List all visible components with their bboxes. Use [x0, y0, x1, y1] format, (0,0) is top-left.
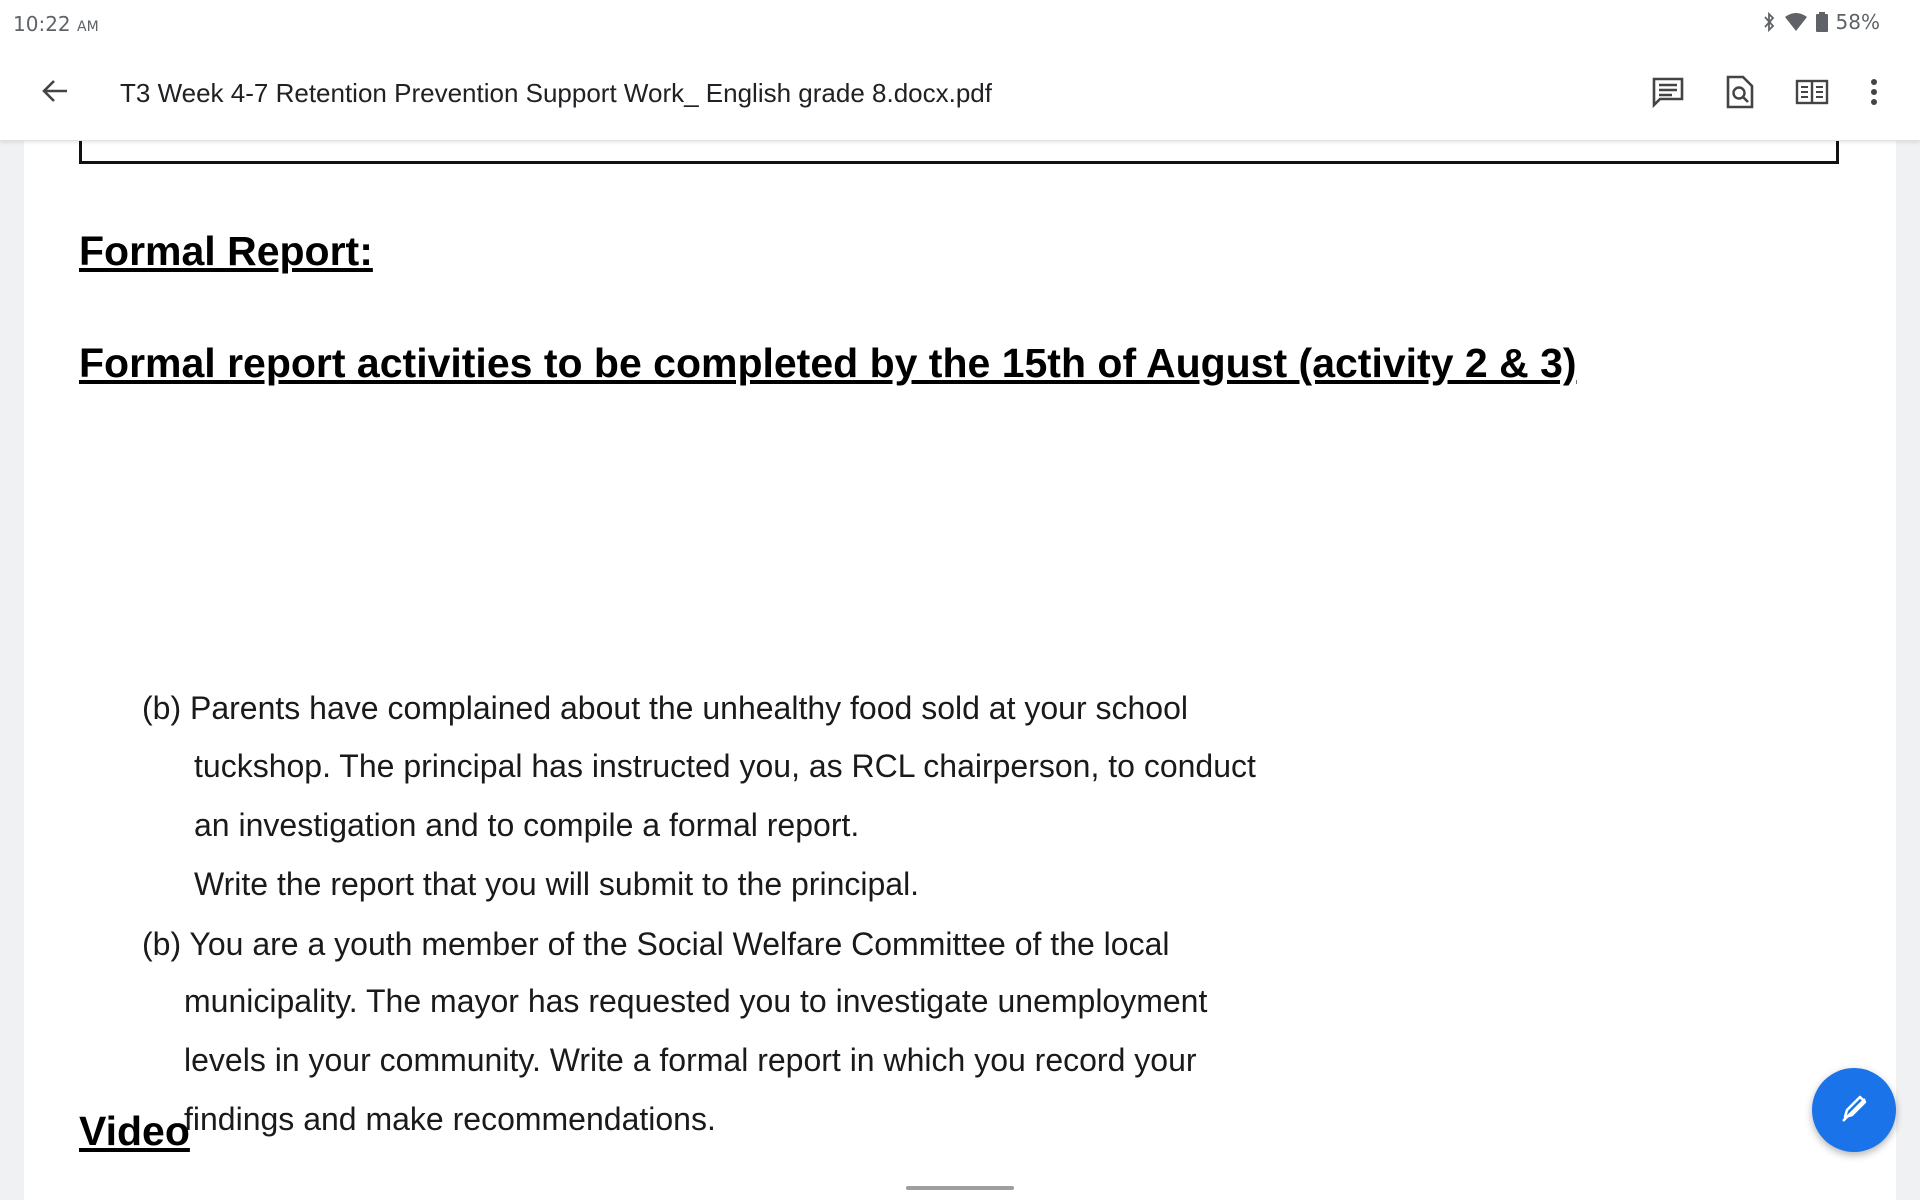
search-document-icon: [1725, 75, 1755, 114]
item2-line: municipality. The mayor has requested you to investigate unemployment: [184, 983, 1208, 1019]
comments-button[interactable]: [1642, 68, 1694, 120]
item1-line: an investigation and to compile a formal report.: [194, 807, 860, 843]
comment-icon: [1652, 76, 1684, 113]
document-title: T3 Week 4-7 Retention Prevention Support Work_ English grade 8.docx.pdf: [120, 78, 992, 108]
document-page[interactable]: [24, 140, 1896, 1200]
activity-item-1-cont: [194, 737, 1256, 914]
bluetooth-icon: [1762, 12, 1776, 32]
back-arrow-icon: [41, 77, 69, 110]
heading-activities: Formal report activities to be completed by the 15th of August (activity 2 & 3): [79, 340, 1577, 386]
status-bar: [0, 0, 1920, 48]
activity-item-1: [142, 679, 1188, 738]
heading-video: Video: [79, 1108, 190, 1154]
edit-pen-icon: [1837, 1091, 1871, 1130]
find-in-document-button[interactable]: [1714, 68, 1766, 120]
heading-formal-report: Formal Report:: [79, 228, 373, 274]
reading-mode-button[interactable]: [1786, 68, 1838, 120]
item1-line: (b) Parents have complained about the unhealthy food sold at your school: [142, 690, 1188, 726]
item1-line: tuckshop. The principal has instructed you, as RCL chairperson, to conduct: [194, 748, 1256, 784]
battery-icon: [1816, 12, 1828, 32]
page-table-border: [79, 140, 1839, 164]
status-icons: [1762, 10, 1880, 34]
item2-line: findings and make recommendations.: [184, 1101, 716, 1137]
edit-fab-button[interactable]: [1812, 1068, 1896, 1152]
battery-level: 58%: [1835, 10, 1880, 34]
activity-item-2: [142, 915, 1169, 974]
wifi-icon: [1784, 12, 1808, 32]
time-ampm: AM: [77, 19, 99, 35]
home-indicator[interactable]: [906, 1186, 1014, 1190]
item2-line: levels in your community. Write a formal report in which you record your: [184, 1042, 1197, 1078]
activity-item-2-cont: [184, 972, 1207, 1149]
time-text: 10:22: [13, 12, 71, 36]
app-bar: [0, 48, 1920, 141]
item1-line: Write the report that you will submit to the principal.: [194, 866, 920, 902]
back-button[interactable]: [30, 68, 80, 118]
reading-mode-icon: [1795, 78, 1829, 111]
more-options-button[interactable]: [1848, 68, 1900, 120]
item2-line: (b) You are a youth member of the Social Welfare Committee of the local: [142, 926, 1170, 962]
more-vert-icon: [1870, 78, 1878, 111]
status-time: [13, 12, 99, 36]
